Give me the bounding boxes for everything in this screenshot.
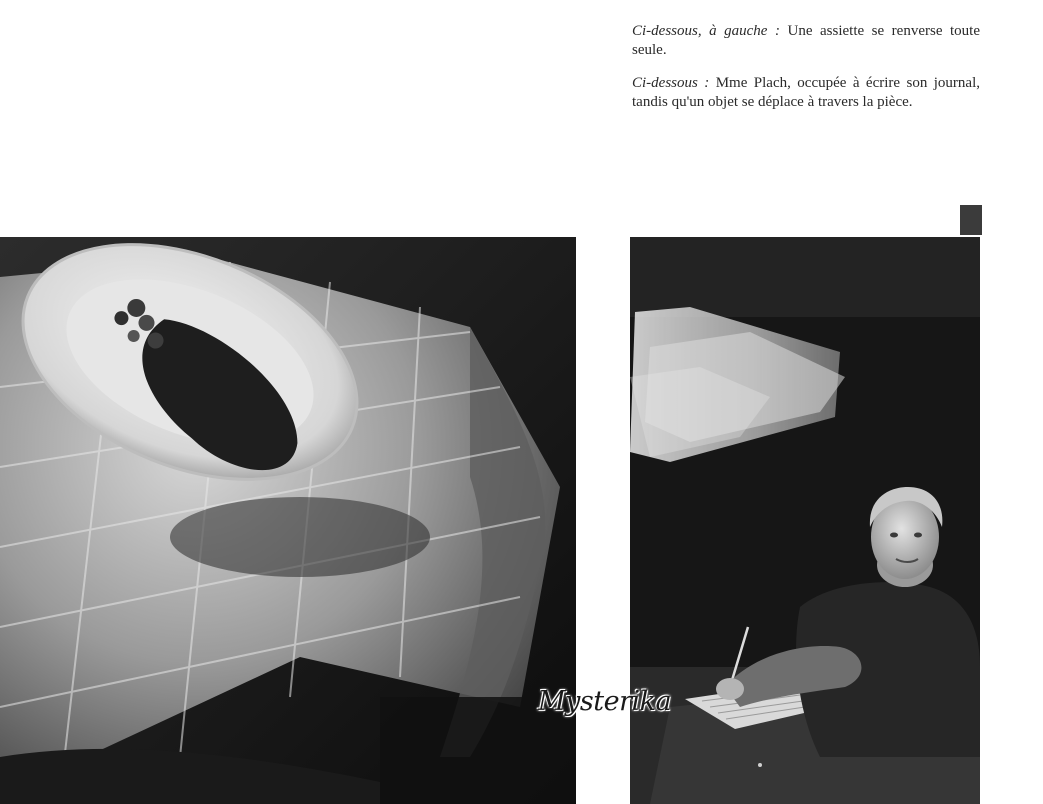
caption-left-photo	[632, 22, 980, 60]
watermark: Mysterika	[538, 686, 672, 717]
photo-plate-tipping	[0, 237, 576, 804]
caption-right-photo	[632, 74, 980, 112]
caption-left-text: Une assiette se renverse toute seule.	[632, 23, 980, 58]
photo-woman-writing	[630, 237, 980, 804]
caption-right-text: Mme Plach, occupée à écrire son journal, tandis qu'un objet se déplace à travers la pièce.	[632, 75, 980, 110]
scan-edge	[960, 205, 982, 235]
caption-right-lead: Ci-dessous :	[632, 75, 710, 91]
woman-photo-illustration	[630, 237, 980, 804]
plate-photo-illustration	[0, 237, 576, 804]
caption-block	[632, 22, 980, 126]
caption-left-lead: Ci-dessous, à gauche :	[632, 23, 780, 39]
